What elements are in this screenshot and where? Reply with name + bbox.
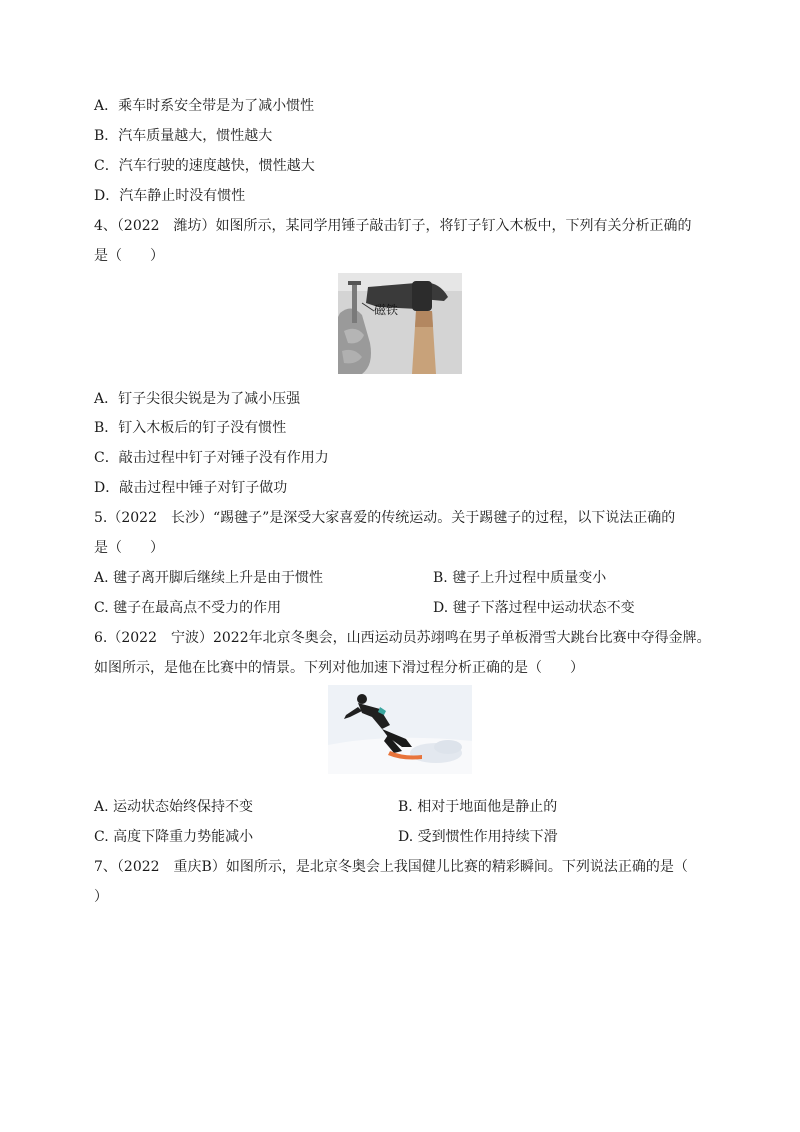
q6-option-c: C. 高度下降重力势能减小 — [94, 829, 254, 845]
q3-option-b: B．汽车质量越大，惯性越大 — [94, 128, 273, 144]
q4-option-b: B．钉入木板后的钉子没有惯性 — [94, 420, 287, 436]
magnet-label: 磁铁 — [374, 303, 399, 317]
q7-stem-line1: 7、（2022 重庆B）如图所示，是北京冬奥会上我国健儿比赛的精彩瞬间。下列说法正确的是（ — [94, 859, 688, 875]
q6-option-b: B. 相对于地面他是静止的 — [398, 799, 558, 815]
snowboarder-photo — [328, 685, 472, 774]
q5-option-b: B. 毽子上升过程中质量变小 — [433, 570, 607, 586]
hammer-nail-figure — [338, 273, 462, 374]
q5-option-c: C. 毽子在最高点不受力的作用 — [94, 600, 282, 616]
q4-option-a: A．钉子尖很尖锐是为了减小压强 — [94, 391, 301, 407]
q3-option-c: C．汽车行驶的速度越快，惯性越大 — [94, 158, 315, 174]
q4-option-d: D．敲击过程中锤子对钉子做功 — [94, 480, 288, 496]
q6-stem-line1: 6.（2022 宁波）2022年北京冬奥会，山西运动员苏翊鸣在男子单板滑雪大跳台比赛中夺得金牌。 — [94, 630, 711, 646]
q3-option-d: D．汽车静止时没有惯性 — [94, 188, 246, 204]
q5-option-d: D. 毽子下落过程中运动状态不变 — [433, 600, 635, 616]
q5-option-a: A. 毽子离开脚后继续上升是由于惯性 — [94, 570, 324, 586]
q5-stem-line2: 是（ ） — [94, 540, 164, 556]
q5-stem-line1: 5.（2022 长沙）“踢毽子”是深受大家喜爱的传统运动。关于踢毽子的过程，以下说法正确的 — [94, 510, 676, 526]
q4-stem-line1: 4、（2022 潍坊）如图所示，某同学用锤子敲击钉子，将钉子钉入木板中，下列有关分析正确的 — [94, 218, 692, 234]
q6-option-d: D. 受到惯性作用持续下滑 — [398, 829, 558, 845]
q4-option-c: C．敲击过程中钉子对锤子没有作用力 — [94, 450, 329, 466]
q6-stem-line2: 如图所示，是他在比赛中的情景。下列对他加速下滑过程分析正确的是（ ） — [94, 660, 584, 676]
q7-stem-line2: ） — [94, 889, 108, 905]
q3-option-a: A．乘车时系安全带是为了减小惯性 — [94, 98, 315, 114]
q4-stem-line2: 是（ ） — [94, 248, 164, 264]
q6-option-a: A. 运动状态始终保持不变 — [94, 799, 254, 815]
